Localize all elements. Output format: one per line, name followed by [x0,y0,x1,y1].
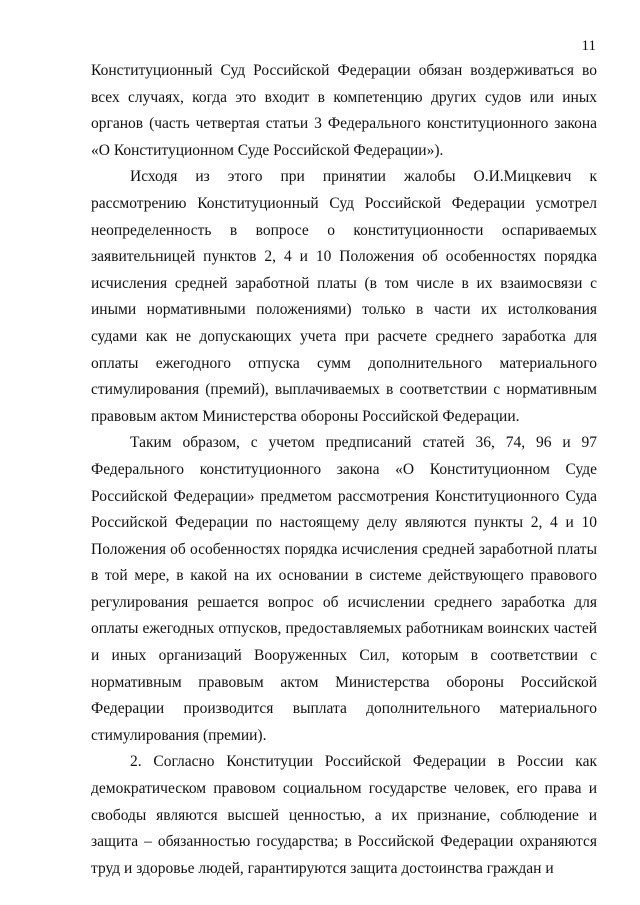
paragraph-2: Исходя из этого при принятии жалобы О.И.Мицкевич к рассмотрению Конституционный Суд Российской Федерации усмотрел неопределенность в вопросе о конституционности оспариваемых заявительницей пунктов 2, 4 и 10 Положения об особенностях порядка исчисления средней заработной платы (в том числе в их взаимосвязи с иными нормативными положениями) только в части их истолкования судами как не допускающих учета при расчете среднего заработка для оплаты ежегодного отпуска сумм дополнительного материального стимулирования (премий), выплачиваемых в соответствии с нормативным правовым актом Министерства обороны Российской Федерации. [91,168,597,425]
paragraph-3: Таким образом, с учетом предписаний статей 36, 74, 96 и 97 Федерального конституционного закона «О Конституционном Суде Российской Федерации» предметом рассмотрения Конституционного Суда Российской Федерации по настоящему делу являются пункты 2, 4 и 10 Положения об особенностях порядка исчисления средней заработной платы в той мере, в какой на их основании в системе действующего правового регулирования решается вопрос об исчислении среднего заработка для оплаты ежегодных отпусков, предоставляемых работникам воинских частей и иных организаций Вооруженных Сил, которым в соответствии с нормативным правовым актом Министерства обороны Российской Федерации производится выплата дополнительного материального стимулирования (премии). [91,434,597,744]
paragraph-4: 2. Согласно Конституции Российской Федерации в России как демократическом правовом социальном государстве человек, его права и свободы являются высшей ценностью, а их признание, соблюдение и защита – обязанностью государства; в Российской Федерации охраняются труд и здоровье людей, гарантируются защита достоинства граждан и [91,753,597,877]
paragraph-1: Конституционный Суд Российской Федерации обязан воздерживаться во всех случаях, когда это входит в компетенцию других судов или иных органов (часть четвертая статьи 3 Федерального конституционного закона «О Конституционном Суде Российской Федерации»). [91,62,597,159]
page-number: 11 [581,38,596,54]
document-body [91,58,597,882]
